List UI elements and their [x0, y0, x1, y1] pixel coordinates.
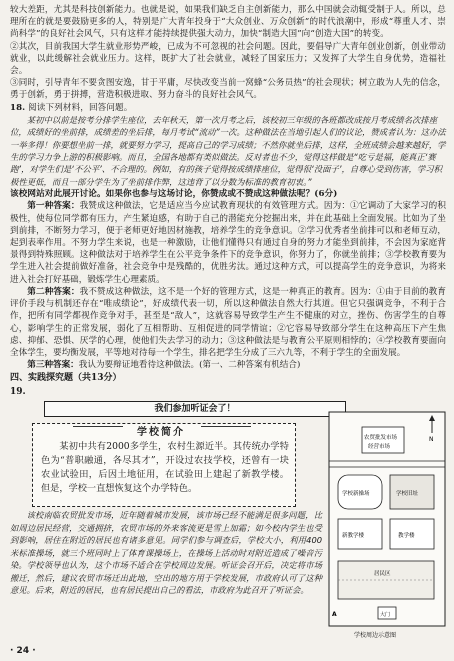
map-label-residential: 居民区: [374, 571, 391, 578]
question-18: [10, 102, 446, 201]
top-paragraph: [10, 4, 446, 102]
notice-text: 某初中共有2000多学生，农村生源近半。其传统办学特色为“普职融通，各尽其才”，开设过农技学校，还曾有一块农业试验田，后因土地征用，在试验田上建起了新教学楼。但是，学校一直想恢复这个办学特色。: [41, 441, 289, 495]
q18-number: 18.: [10, 102, 26, 113]
map-label-new-playground: 学校新操场: [342, 491, 370, 498]
map-label-new-building: 新教学楼: [342, 533, 365, 540]
map-label-n: N: [429, 436, 434, 444]
map-label-building: 教学楼: [398, 533, 415, 540]
map-label-business: 经营市场: [368, 444, 391, 451]
q19-number: 19.: [10, 387, 26, 398]
map-label-a: A: [332, 611, 337, 619]
school-map: [328, 411, 446, 641]
paragraph-1: 较大差距，尤其是科技创新能力。也就是说，如果我们缺乏自主创新能力，那么中国就会动辄受制于人。所以，总理所在的就是要鼓励更多的人，特别是广大青年投身于“大众创业、万众创新”的时代浪潮中，形成“尊重人才、崇尚科学”的良好社会风气，只有这样才能持续提供强大动力，加快“制造大国”向“创造大国”的转变。: [10, 5, 446, 40]
answer-3-label: 第三种答案：: [27, 360, 79, 371]
section-heading: 四、实践探究题（共13分）: [10, 373, 122, 384]
answers-block: [10, 200, 446, 371]
map-label-gate: 大门: [380, 612, 391, 619]
q19-scenario: 该校南临农贸批发市场，近年随着城市发展，该市场已经不能满足很多问题，比如周边居民经营，交通拥挤，农贸市场的外来客流更是雪上加霜；如今校内学生也受到影响，居住在附近的居民也有诸多意见。同学们参与调查后，学校大小，利用400米标准操场，就三个班同时上了体育课操场上，在操场上活动时对附近造成了噪音污染。学校领导也认为，这个市场不适合在学校周边发展。听证会召开后，决定将市场搬迁，然后，建议农贸市场迁出此地，空出的地方用于学校发展，市政府认可了这种意见。后来，附近的居民，也有居民提出自己的看法，市政府为此召开了听证会。: [10, 510, 322, 596]
notice-ornament-left: [73, 426, 123, 435]
notice-title: 学校简介: [137, 427, 185, 439]
answer-1-label: 第一种答案：: [27, 201, 80, 212]
answer-2-label: 第二种答案：: [27, 286, 80, 297]
answer-2-text: 我不赞成这种做法，这不是一个好的管理方式，这是一种真正的教育。因为：①由于目前的教育评价手段与机制还存在“唯成绩论”，好成绩代表一切，所以这种做法自然大行其道。但它只强调竞争，不利于合作，把所有同学都视作竞争对手，甚至是“敌人”，这就容易导致学生产生不健康的对立，挫伤、伤害学生的自尊心，影响学生的正常发展，弱化了互相帮助、互相促进的同学情谊；②它容易导致部分学生在这种高压下产生焦虑、抑郁、恐惧、厌学的心理，使他们失去学习的动力；③这种做法是与教育公平原则相悖的；④学校教育要面向全体学生，要均衡发展，平等地对待每一个学生，排名把学生分成了三六九等，不利于学生的全面发展。: [10, 286, 446, 358]
q18-material: 某初中以前是按考分排学生座位，去年秋天，第一次月考之后，该校初三年级的各班都改成按月考成绩名次排座位，成绩好的坐前排，成绩差的坐后排，每月考试“流动”一次。这种做法在当地引起人们的议论，赞成者认为：这办法一举多得！你要想坐前一排，就要努力学习，提高自己的学习成绩；不然你就坐后排，这样，全班成绩会越来越好，学生的学习力争上游的积极影响。而且，全国各地都有类似做法。反对者也不少，觉得这样做是“吃亏是福，能真正‘赛跑’，对学生们是‘不公平’、不合理的。例如，有的孩子觉得按成绩排座位，觉得很‘没面子’，自尊心受到伤害，学习积极性更低，而且一部分学生为了坐前排作弊，这违背了以分数为标准的教育初衷。”: [10, 114, 446, 187]
map-drawing: [328, 411, 446, 641]
map-caption: 学校周边示意图: [354, 632, 397, 640]
question-19: [10, 401, 446, 640]
map-label-old-site: 学校旧址: [396, 491, 419, 498]
q18-question: 该校网站对此展开讨论。如果你也参与这场讨论，你赞成或不赞成这种做法呢？(6分): [10, 189, 338, 200]
document-page: [10, 4, 446, 640]
page-number: · 24 ·: [10, 646, 36, 656]
answer-1-text: 我赞成这种做法，它是适应当今应试教育现状的有效管理方式。因为：①它调动了大家学习的积极性，使每位同学都有压力，产生紧迫感，有助于自己的潜能充分挖掘出来，并在此基础上全面发展。比如为了坐到前排，不断努力学习，便于老师更好地因材施教，培养学生的竞争意识。②学习优秀者坐前排可以和老师互动，起到表率作用。不努力学生来说，也是一种激励，让他们懂得只有通过自身的努力才能坐到前排，不会因为家庭背景得到特殊照顾。这种做法对于培养学生在公平竞争条件下的竞争意识，你努力了，你就坐前排；③学校教育要为学生进入社会提前做好准备，社会竞争中是残酷的，优胜劣汰。通过这种方式，可以提高学生的竞争意识，为将来进入社会打好基础，锻炼学生心理素质。: [10, 201, 446, 285]
q19-banner: 我们参加听证会了！: [44, 401, 346, 417]
q18-instruction: 阅读下列材料，回答问题。: [28, 102, 133, 113]
school-intro-notice: [32, 423, 296, 507]
notice-ornament-right: [201, 426, 251, 435]
paragraph-3: ③同时，引导青年不要贪图安逸，甘于平庸，尽快改变当前一窝蜂“公务员热”的社会现状；树立敢为人先的信念，勇于创新，勇于拼搏，营造积极进取、努力奋斗的良好社会风气。: [10, 78, 446, 101]
map-label-market: 农贸批发市场: [364, 435, 398, 442]
answer-3-text: 我认为要辩证地看待这种做法。(第一、二种答案有机结合): [78, 360, 301, 371]
paragraph-2: ②其次，目前我国大学生就业形势严峻，已成为不可忽视的社会问题。因此，要倡导广大青年创业创新，创业带动就业，以此缓解社会就业压力。这样，既扩大了社会就业，减轻了国家压力；又发挥了大学生自身优势，造福社会。: [10, 41, 446, 77]
